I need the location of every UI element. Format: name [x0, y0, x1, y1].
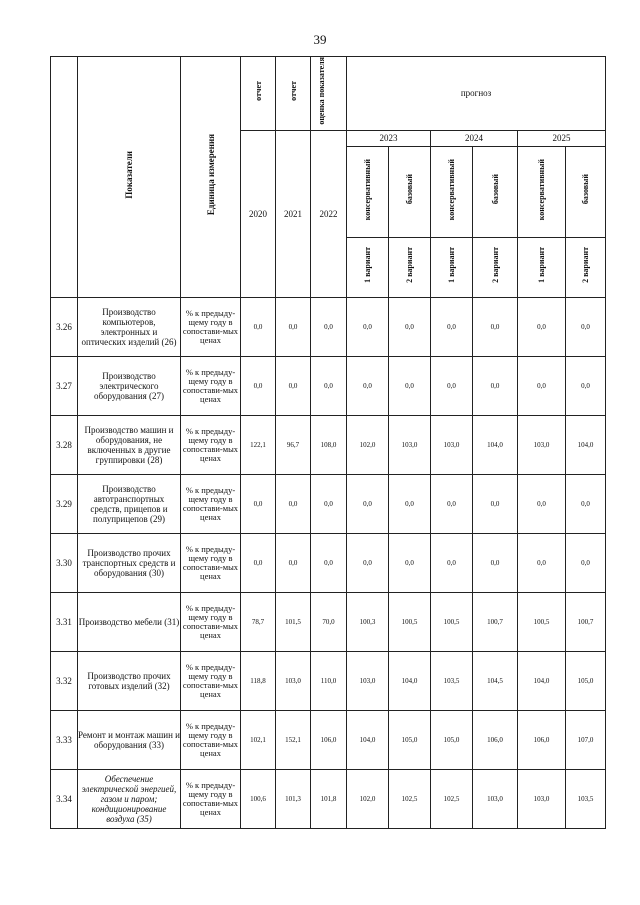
table-row: [51, 533, 606, 592]
row-value: 78,7: [241, 592, 276, 651]
row-value: 107,0: [566, 710, 606, 769]
row-value: 102,5: [389, 769, 431, 828]
row-value: 103,5: [431, 651, 473, 710]
row-value: 100,7: [566, 592, 606, 651]
row-value: 108,0: [311, 415, 347, 474]
row-value: 0,0: [431, 356, 473, 415]
header-base-2023: базовый: [389, 146, 431, 237]
row-value: 103,0: [431, 415, 473, 474]
row-value: 103,0: [276, 651, 311, 710]
table-row: [51, 651, 606, 710]
row-value: 0,0: [566, 474, 606, 533]
header-report-2020: отчет: [241, 57, 276, 131]
row-value: 0,0: [518, 533, 566, 592]
header-year-2020: 2020: [241, 130, 276, 297]
row-value: 100,6: [241, 769, 276, 828]
row-value: 102,0: [347, 415, 389, 474]
row-value: 0,0: [431, 297, 473, 356]
header-variant2-2024: 2 вариант: [473, 237, 518, 297]
table-row: [51, 769, 606, 828]
row-value: 0,0: [473, 356, 518, 415]
row-value: 100,3: [347, 592, 389, 651]
row-value: 0,0: [518, 297, 566, 356]
row-value: 0,0: [566, 297, 606, 356]
row-value: 118,8: [241, 651, 276, 710]
row-value: 102,1: [241, 710, 276, 769]
row-value: 105,0: [431, 710, 473, 769]
header-year-2022: 2022: [311, 130, 347, 297]
table-row: [51, 415, 606, 474]
row-value: 104,0: [389, 651, 431, 710]
row-value: 0,0: [311, 356, 347, 415]
header-variant1-2025: 1 вариант: [518, 237, 566, 297]
header-estimate: оценка показателя: [311, 57, 347, 131]
row-unit: % к предыду-щему году в сопостави-мых ценах: [181, 356, 241, 415]
row-value: 106,0: [518, 710, 566, 769]
row-value: 100,5: [389, 592, 431, 651]
row-value: 101,8: [311, 769, 347, 828]
header-year-2021: 2021: [276, 130, 311, 297]
row-value: 0,0: [389, 474, 431, 533]
row-unit: % к предыду-щему году в сопостави-мых ценах: [181, 651, 241, 710]
row-number: 3.32: [51, 651, 78, 710]
row-number: 3.30: [51, 533, 78, 592]
header-base-2024: базовый: [473, 146, 518, 237]
row-indicator-name: Производство прочих транспортных средств и оборудования (30): [78, 533, 181, 592]
table-row: [51, 297, 606, 356]
header-year-2023: 2023: [347, 130, 431, 146]
row-value: 103,0: [518, 415, 566, 474]
row-indicator-name: Обеспечение электрической энергией, газом и паром; кондиционирование воздуха (35): [78, 769, 181, 828]
row-value: 96,7: [276, 415, 311, 474]
row-number: 3.33: [51, 710, 78, 769]
row-value: 100,7: [473, 592, 518, 651]
row-value: 0,0: [241, 533, 276, 592]
row-unit: % к предыду-щему году в сопостави-мых ценах: [181, 592, 241, 651]
row-value: 0,0: [473, 297, 518, 356]
row-value: 0,0: [347, 533, 389, 592]
row-number: 3.27: [51, 356, 78, 415]
row-unit: % к предыду-щему году в сопостави-мых ценах: [181, 415, 241, 474]
row-value: 106,0: [473, 710, 518, 769]
row-indicator-name: Производство компьютеров, электронных и оптических изделий (26): [78, 297, 181, 356]
row-indicator-name: Производство электрического оборудования (27): [78, 356, 181, 415]
row-value: 105,0: [566, 651, 606, 710]
row-value: 102,0: [347, 769, 389, 828]
row-value: 0,0: [311, 533, 347, 592]
row-value: 0,0: [347, 297, 389, 356]
header-variant2-2025: 2 вариант: [566, 237, 606, 297]
row-indicator-name: Производство машин и оборудования, не включенных в другие группировки (28): [78, 415, 181, 474]
row-value: 106,0: [311, 710, 347, 769]
row-value: 0,0: [566, 533, 606, 592]
header-variant2-2023: 2 вариант: [389, 237, 431, 297]
row-value: 0,0: [276, 356, 311, 415]
row-value: 100,5: [431, 592, 473, 651]
row-value: 0,0: [276, 533, 311, 592]
row-value: 102,5: [431, 769, 473, 828]
row-value: 110,0: [311, 651, 347, 710]
row-number: 3.31: [51, 592, 78, 651]
row-value: 0,0: [241, 297, 276, 356]
page-number: 39: [313, 32, 327, 47]
row-value: 0,0: [276, 297, 311, 356]
row-value: 103,0: [347, 651, 389, 710]
row-number: 3.34: [51, 769, 78, 828]
row-value: 0,0: [276, 474, 311, 533]
row-value: 152,1: [276, 710, 311, 769]
header-conservative-2025: консервативный: [518, 146, 566, 237]
row-value: 104,0: [518, 651, 566, 710]
row-value: 0,0: [311, 297, 347, 356]
header-forecast: прогноз: [347, 57, 606, 131]
row-value: 105,0: [389, 710, 431, 769]
row-indicator-name: Производство прочих готовых изделий (32): [78, 651, 181, 710]
row-unit: % к предыду-щему году в сопостави-мых ценах: [181, 533, 241, 592]
row-value: 101,5: [276, 592, 311, 651]
row-value: 101,3: [276, 769, 311, 828]
header-conservative-2023: консервативный: [347, 146, 389, 237]
row-unit: % к предыду-щему году в сопостави-мых ценах: [181, 297, 241, 356]
row-value: 100,5: [518, 592, 566, 651]
row-unit: % к предыду-щему году в сопостави-мых ценах: [181, 474, 241, 533]
row-unit: % к предыду-щему году в сопостави-мых ценах: [181, 769, 241, 828]
row-value: 0,0: [473, 533, 518, 592]
header-variant1-2024: 1 вариант: [431, 237, 473, 297]
row-value: 0,0: [389, 533, 431, 592]
row-value: 0,0: [431, 533, 473, 592]
header-year-2025: 2025: [518, 130, 606, 146]
forecast-table: [50, 56, 606, 829]
header-year-2024: 2024: [431, 130, 518, 146]
row-value: 0,0: [473, 474, 518, 533]
row-value: 103,0: [389, 415, 431, 474]
row-value: 0,0: [347, 356, 389, 415]
row-indicator-name: Ремонт и монтаж машин и оборудования (33): [78, 710, 181, 769]
row-value: 0,0: [241, 474, 276, 533]
row-value: 104,5: [473, 651, 518, 710]
row-value: 122,1: [241, 415, 276, 474]
table-row: [51, 592, 606, 651]
row-value: 103,5: [566, 769, 606, 828]
row-value: 104,0: [347, 710, 389, 769]
table-row: [51, 710, 606, 769]
header-number-cell: [51, 57, 78, 298]
header-indicator: Показатели: [78, 57, 181, 298]
table-row: [51, 356, 606, 415]
row-value: 103,0: [473, 769, 518, 828]
table-body: [51, 297, 606, 828]
header-variant1-2023: 1 вариант: [347, 237, 389, 297]
row-number: 3.26: [51, 297, 78, 356]
row-value: 0,0: [389, 356, 431, 415]
row-value: 103,0: [518, 769, 566, 828]
row-indicator-name: Производство мебели (31): [78, 592, 181, 651]
header-base-2025: базовый: [566, 146, 606, 237]
row-value: 0,0: [566, 356, 606, 415]
row-value: 0,0: [431, 474, 473, 533]
row-value: 104,0: [566, 415, 606, 474]
header-conservative-2024: консервативный: [431, 146, 473, 237]
row-value: 0,0: [311, 474, 347, 533]
row-value: 0,0: [518, 356, 566, 415]
row-value: 0,0: [241, 356, 276, 415]
row-number: 3.28: [51, 415, 78, 474]
row-value: 104,0: [473, 415, 518, 474]
row-value: 0,0: [347, 474, 389, 533]
row-unit: % к предыду-щему году в сопостави-мых ценах: [181, 710, 241, 769]
header-unit: Единица измерения: [181, 57, 241, 298]
row-value: 70,0: [311, 592, 347, 651]
header-report-2021: отчет: [276, 57, 311, 131]
table-row: [51, 474, 606, 533]
row-value: 0,0: [518, 474, 566, 533]
row-number: 3.29: [51, 474, 78, 533]
row-value: 0,0: [389, 297, 431, 356]
row-indicator-name: Производство автотранспортных средств, прицепов и полуприцепов (29): [78, 474, 181, 533]
